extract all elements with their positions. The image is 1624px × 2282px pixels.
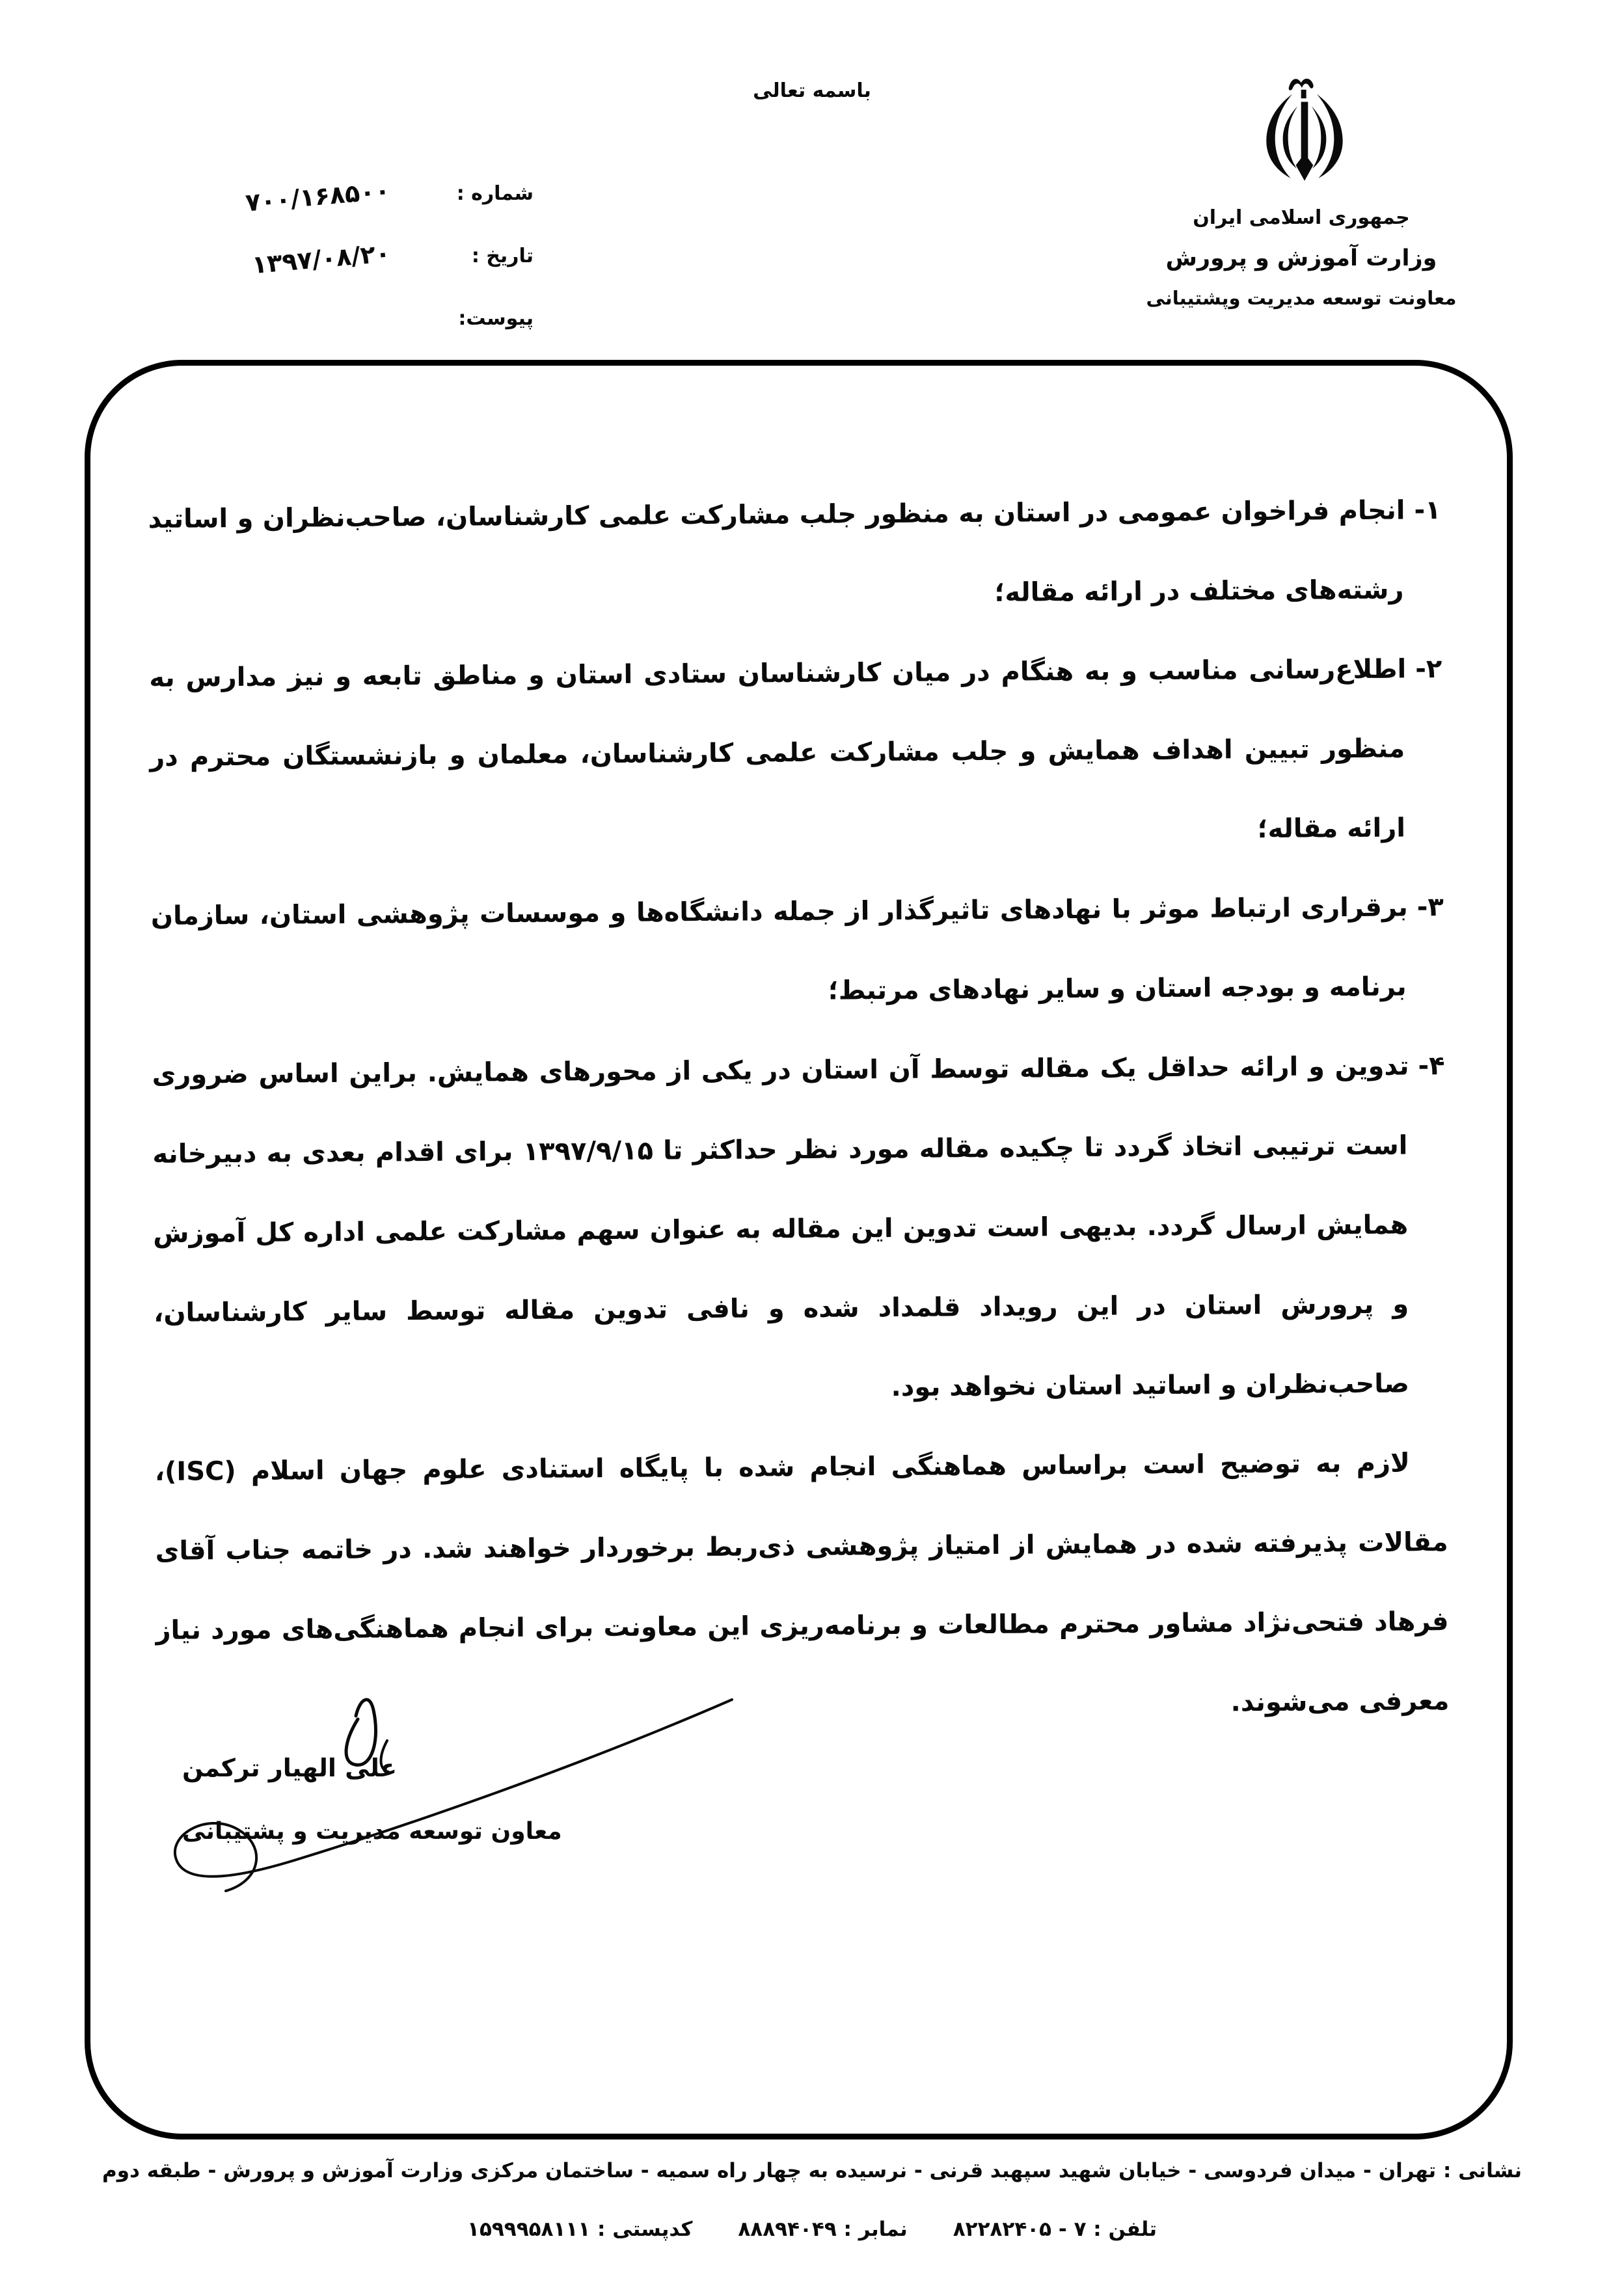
item-2-number: ۲- bbox=[1415, 654, 1442, 685]
meta-row-number bbox=[91, 176, 534, 245]
item-1-number: ۱- bbox=[1414, 495, 1441, 526]
attachment-label: پیوست: bbox=[458, 307, 534, 330]
meta-row-date bbox=[91, 238, 534, 307]
item-3-text: برقراری ارتباط موثر با نهادهای تاثیرگذار از جمله دانشگاه‌ها و موسسات پژوهشی استان، سازمان برنامه و بودجه استان و سایر نهادهای مرتبط؛ bbox=[150, 892, 1408, 1006]
item-1-text: انجام فراخوان عمومی در استان به منظور جلب مشارکت علمی کارشناسان، صاحب‌نظران و اساتید رشته‌های مختلف در ارائه مقاله؛ bbox=[148, 495, 1405, 608]
number-value: ۷۰۰/۱۶۸۵۰۰ bbox=[244, 176, 392, 217]
footer-phone: تلفن : ۷ - ۸۲۲۸۲۴۰۵ bbox=[953, 2218, 1157, 2241]
footer-fax: نمابر : ۸۸۸۹۴۰۴۹ bbox=[738, 2218, 908, 2241]
footer-address: نشانی : تهران - میدان فردوسی - خیابان شهید سپهبد قرنی - نرسیده به چهار راه سمیه - ساختمان مرکزی وزارت آموزش و پرورش - طبقه دوم bbox=[102, 2159, 1522, 2182]
letter-body-text bbox=[148, 470, 1450, 1750]
item-3-number: ۳- bbox=[1416, 892, 1444, 923]
footer-postal-code: کدپستی : ۱۵۹۹۹۵۸۱۱۱ bbox=[467, 2218, 693, 2241]
list-item-4 bbox=[152, 1026, 1447, 1432]
number-label: شماره : bbox=[456, 182, 534, 205]
letterhead-org-block bbox=[1106, 199, 1496, 316]
footer-contact-line bbox=[0, 2218, 1624, 2241]
date-label: تاریخ : bbox=[471, 245, 534, 267]
org-country-line: جمهوری اسلامی ایران bbox=[1193, 206, 1410, 229]
list-item-3 bbox=[150, 867, 1444, 1035]
org-deputy-line: معاونت توسعه مدیریت وپشتیبانی bbox=[1146, 287, 1457, 309]
signatory-name: علی الهیار ترکمن bbox=[182, 1754, 398, 1782]
iran-emblem-icon bbox=[1252, 65, 1357, 211]
letter-meta-block bbox=[91, 176, 534, 370]
list-item-2 bbox=[149, 629, 1444, 876]
signature-block bbox=[182, 1749, 605, 1851]
closing-paragraph: لازم به توضیح است براساس هماهنگی انجام شده با پایگاه استنادی علوم جهان اسلام (ISC)، مقالات پذیرفته شده در همایش از امتیاز پژوهشی ذی‌ربط برخوردار خواهند شد. در خاتمه جناب آقای فرهاد فتحی‌نژاد مشاور محترم مطالعات و برنامه‌ریزی این معاونت برای انجام هماهنگی‌های مورد نیاز معرفی می‌شوند. bbox=[154, 1448, 1450, 1718]
item-4-text: تدوین و ارائه حداقل یک مقاله توسط آن استان در یکی از محورهای همایش. براین اساس ضروری است ترتیبی اتخاذ گردد تا چکیده مقاله مورد نظر حداکثر تا ۱۳۹۷/۹/۱۵ برای اقدام بعدی به دبیرخانه همایش ارسال گردد. بدیهی است تدوین این مقاله به عنوان سهم مشارکت علمی اداره کل آموزش و پرورش استان در این رویداد قلمداد شده و نافی تدوین مقاله توسط سایر کارشناسان، صاحب‌نظران و اساتید استان نخواهد بود. bbox=[152, 1051, 1410, 1403]
signatory-title: معاون توسعه مدیریت و پشتیبانی bbox=[182, 1818, 562, 1845]
date-value: ۱۳۹۷/۰۸/۲۰ bbox=[250, 238, 392, 280]
item-4-number: ۴- bbox=[1418, 1051, 1445, 1081]
item-2-text: اطلاع‌رسانی مناسب و به هنگام در میان کارشناسان ستادی استان و مناطق تابعه و نیز مدارس به منظور تبیین اهداف همایش و جلب مشارکت علمی کارشناسان، معلمان و بازنشستگان محترم در ارائه مقاله؛ bbox=[149, 654, 1407, 845]
bismillah-heading: باسمه تعالی bbox=[753, 79, 871, 102]
org-ministry-line: وزارت آموزش و پرورش bbox=[1165, 245, 1437, 271]
list-item-1 bbox=[148, 470, 1442, 638]
